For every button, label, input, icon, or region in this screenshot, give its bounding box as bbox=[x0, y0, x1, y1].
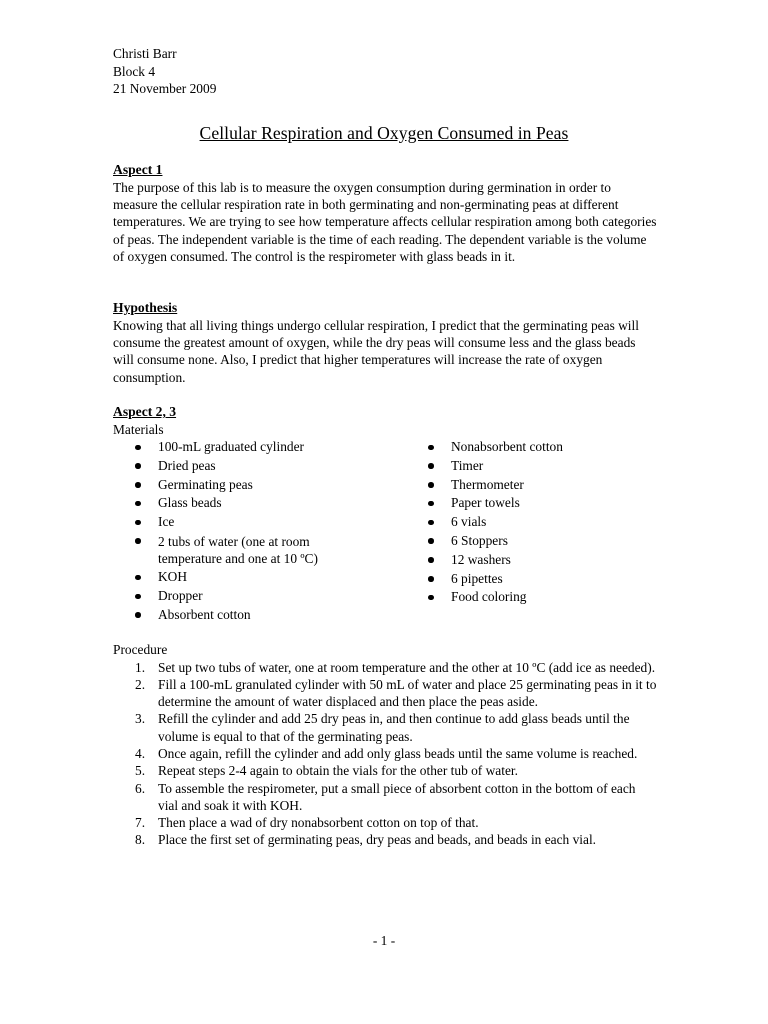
list-item: 100-mL graduated cylinder bbox=[113, 438, 373, 457]
bullet-icon bbox=[135, 538, 141, 544]
list-item: Thermometer bbox=[406, 476, 656, 495]
procedure-step: 2. Fill a 100-mL granulated cylinder with 50 mL of water and place 25 germinating peas in it to determine the amount of water displaced and then place the peas aside. bbox=[135, 676, 657, 710]
aspect1-paragraph: The purpose of this lab is to measure the oxygen consumption during germination in order to measure the cellular respiration rate in both germinating and non-germinating peas at different temperatures. We are trying to see how temperature affects cellular respiration among both categories of peas. The independent variable is the time of each reading. The dependent variable is the volume of oxygen consumed. The control is the respirometer with glass beads in it. bbox=[113, 179, 657, 265]
bullet-icon bbox=[428, 445, 434, 451]
list-item: Dropper bbox=[113, 587, 373, 606]
materials-list-left bbox=[113, 438, 373, 625]
aspect23-section bbox=[113, 403, 658, 438]
author-header bbox=[113, 45, 216, 98]
bullet-icon bbox=[135, 463, 141, 469]
procedure-step: 8. Place the first set of germinating peas, dry peas and beads, and beads in each vial. bbox=[135, 832, 597, 848]
bullet-icon bbox=[428, 463, 434, 469]
materials-label: Materials bbox=[113, 421, 164, 437]
procedure-step: 5. Repeat steps 2-4 again to obtain the vials for the other tub of water. bbox=[135, 763, 518, 779]
list-item: 2 tubs of water (one at room temperature and one at 10 ºC) bbox=[113, 532, 358, 568]
bullet-icon bbox=[428, 538, 434, 544]
procedure-label: Procedure bbox=[113, 642, 168, 657]
list-item: Absorbent cotton bbox=[113, 606, 373, 625]
class-block: Block 4 bbox=[113, 63, 156, 79]
hypothesis-paragraph: Knowing that all living things undergo cellular respiration, I predict that the germinating peas will consume the greatest amount of oxygen, while the dry peas will consume less and the glass beads will consume none. Also, I predict that higher temperatures will increase the rate of oxygen consumption. bbox=[113, 317, 639, 385]
aspect1-heading: Aspect 1 bbox=[113, 162, 163, 177]
bullet-icon bbox=[428, 482, 434, 488]
bullet-icon bbox=[135, 575, 141, 581]
bullet-icon bbox=[135, 445, 141, 451]
bullet-icon bbox=[428, 520, 434, 526]
list-item: 6 vials bbox=[406, 513, 656, 532]
author-name: Christi Barr bbox=[113, 46, 177, 61]
list-item: Ice bbox=[113, 513, 373, 532]
procedure-section bbox=[113, 641, 658, 849]
list-item: Paper towels bbox=[406, 494, 656, 513]
procedure-step: 4. Once again, refill the cylinder and add only glass beads until the same volume is reached. bbox=[135, 745, 638, 761]
procedure-step: 3. Refill the cylinder and add 25 dry peas in, and then continue to add glass beads until the volume is equal to that of the germinating peas. bbox=[135, 711, 630, 744]
list-item: Germinating peas bbox=[113, 476, 373, 495]
list-item: 6 pipettes bbox=[406, 570, 656, 589]
bullet-icon bbox=[135, 594, 141, 600]
procedure-list bbox=[113, 659, 658, 849]
page-number: - 1 - bbox=[372, 933, 396, 948]
bullet-icon bbox=[428, 501, 434, 507]
list-item: KOH bbox=[113, 568, 373, 587]
hypothesis-section bbox=[113, 299, 658, 386]
list-item: Food coloring bbox=[406, 588, 656, 607]
document-date: 21 November 2009 bbox=[113, 81, 217, 96]
list-item: Dried peas bbox=[113, 457, 373, 476]
bullet-icon bbox=[135, 501, 141, 507]
hypothesis-heading: Hypothesis bbox=[113, 300, 178, 315]
procedure-step: 6. To assemble the respirometer, put a small piece of absorbent cotton in the bottom of each vial and soak it with KOH. bbox=[135, 780, 636, 813]
procedure-step: 7. Then place a wad of dry nonabsorbent cotton on top of that. bbox=[135, 815, 479, 831]
aspect1-section bbox=[113, 161, 658, 266]
procedure-step: 1. Set up two tubs of water, one at room temperature and the other at 10 ºC (add ice as needed). bbox=[135, 659, 656, 675]
bullet-icon bbox=[135, 482, 141, 488]
list-item: Nonabsorbent cotton bbox=[406, 438, 656, 457]
bullet-icon bbox=[428, 595, 434, 601]
document-title: Cellular Respiration and Oxygen Consumed in Peas bbox=[199, 123, 569, 143]
list-item: 6 Stoppers bbox=[406, 532, 656, 551]
materials-list-right bbox=[406, 438, 656, 607]
list-item: Glass beads bbox=[113, 494, 373, 513]
bullet-icon bbox=[428, 576, 434, 582]
list-item: Timer bbox=[406, 457, 656, 476]
bullet-icon bbox=[428, 557, 434, 563]
list-item: 12 washers bbox=[406, 551, 656, 570]
bullet-icon bbox=[135, 520, 141, 526]
bullet-icon bbox=[135, 612, 141, 618]
aspect23-heading: Aspect 2, 3 bbox=[113, 404, 177, 419]
